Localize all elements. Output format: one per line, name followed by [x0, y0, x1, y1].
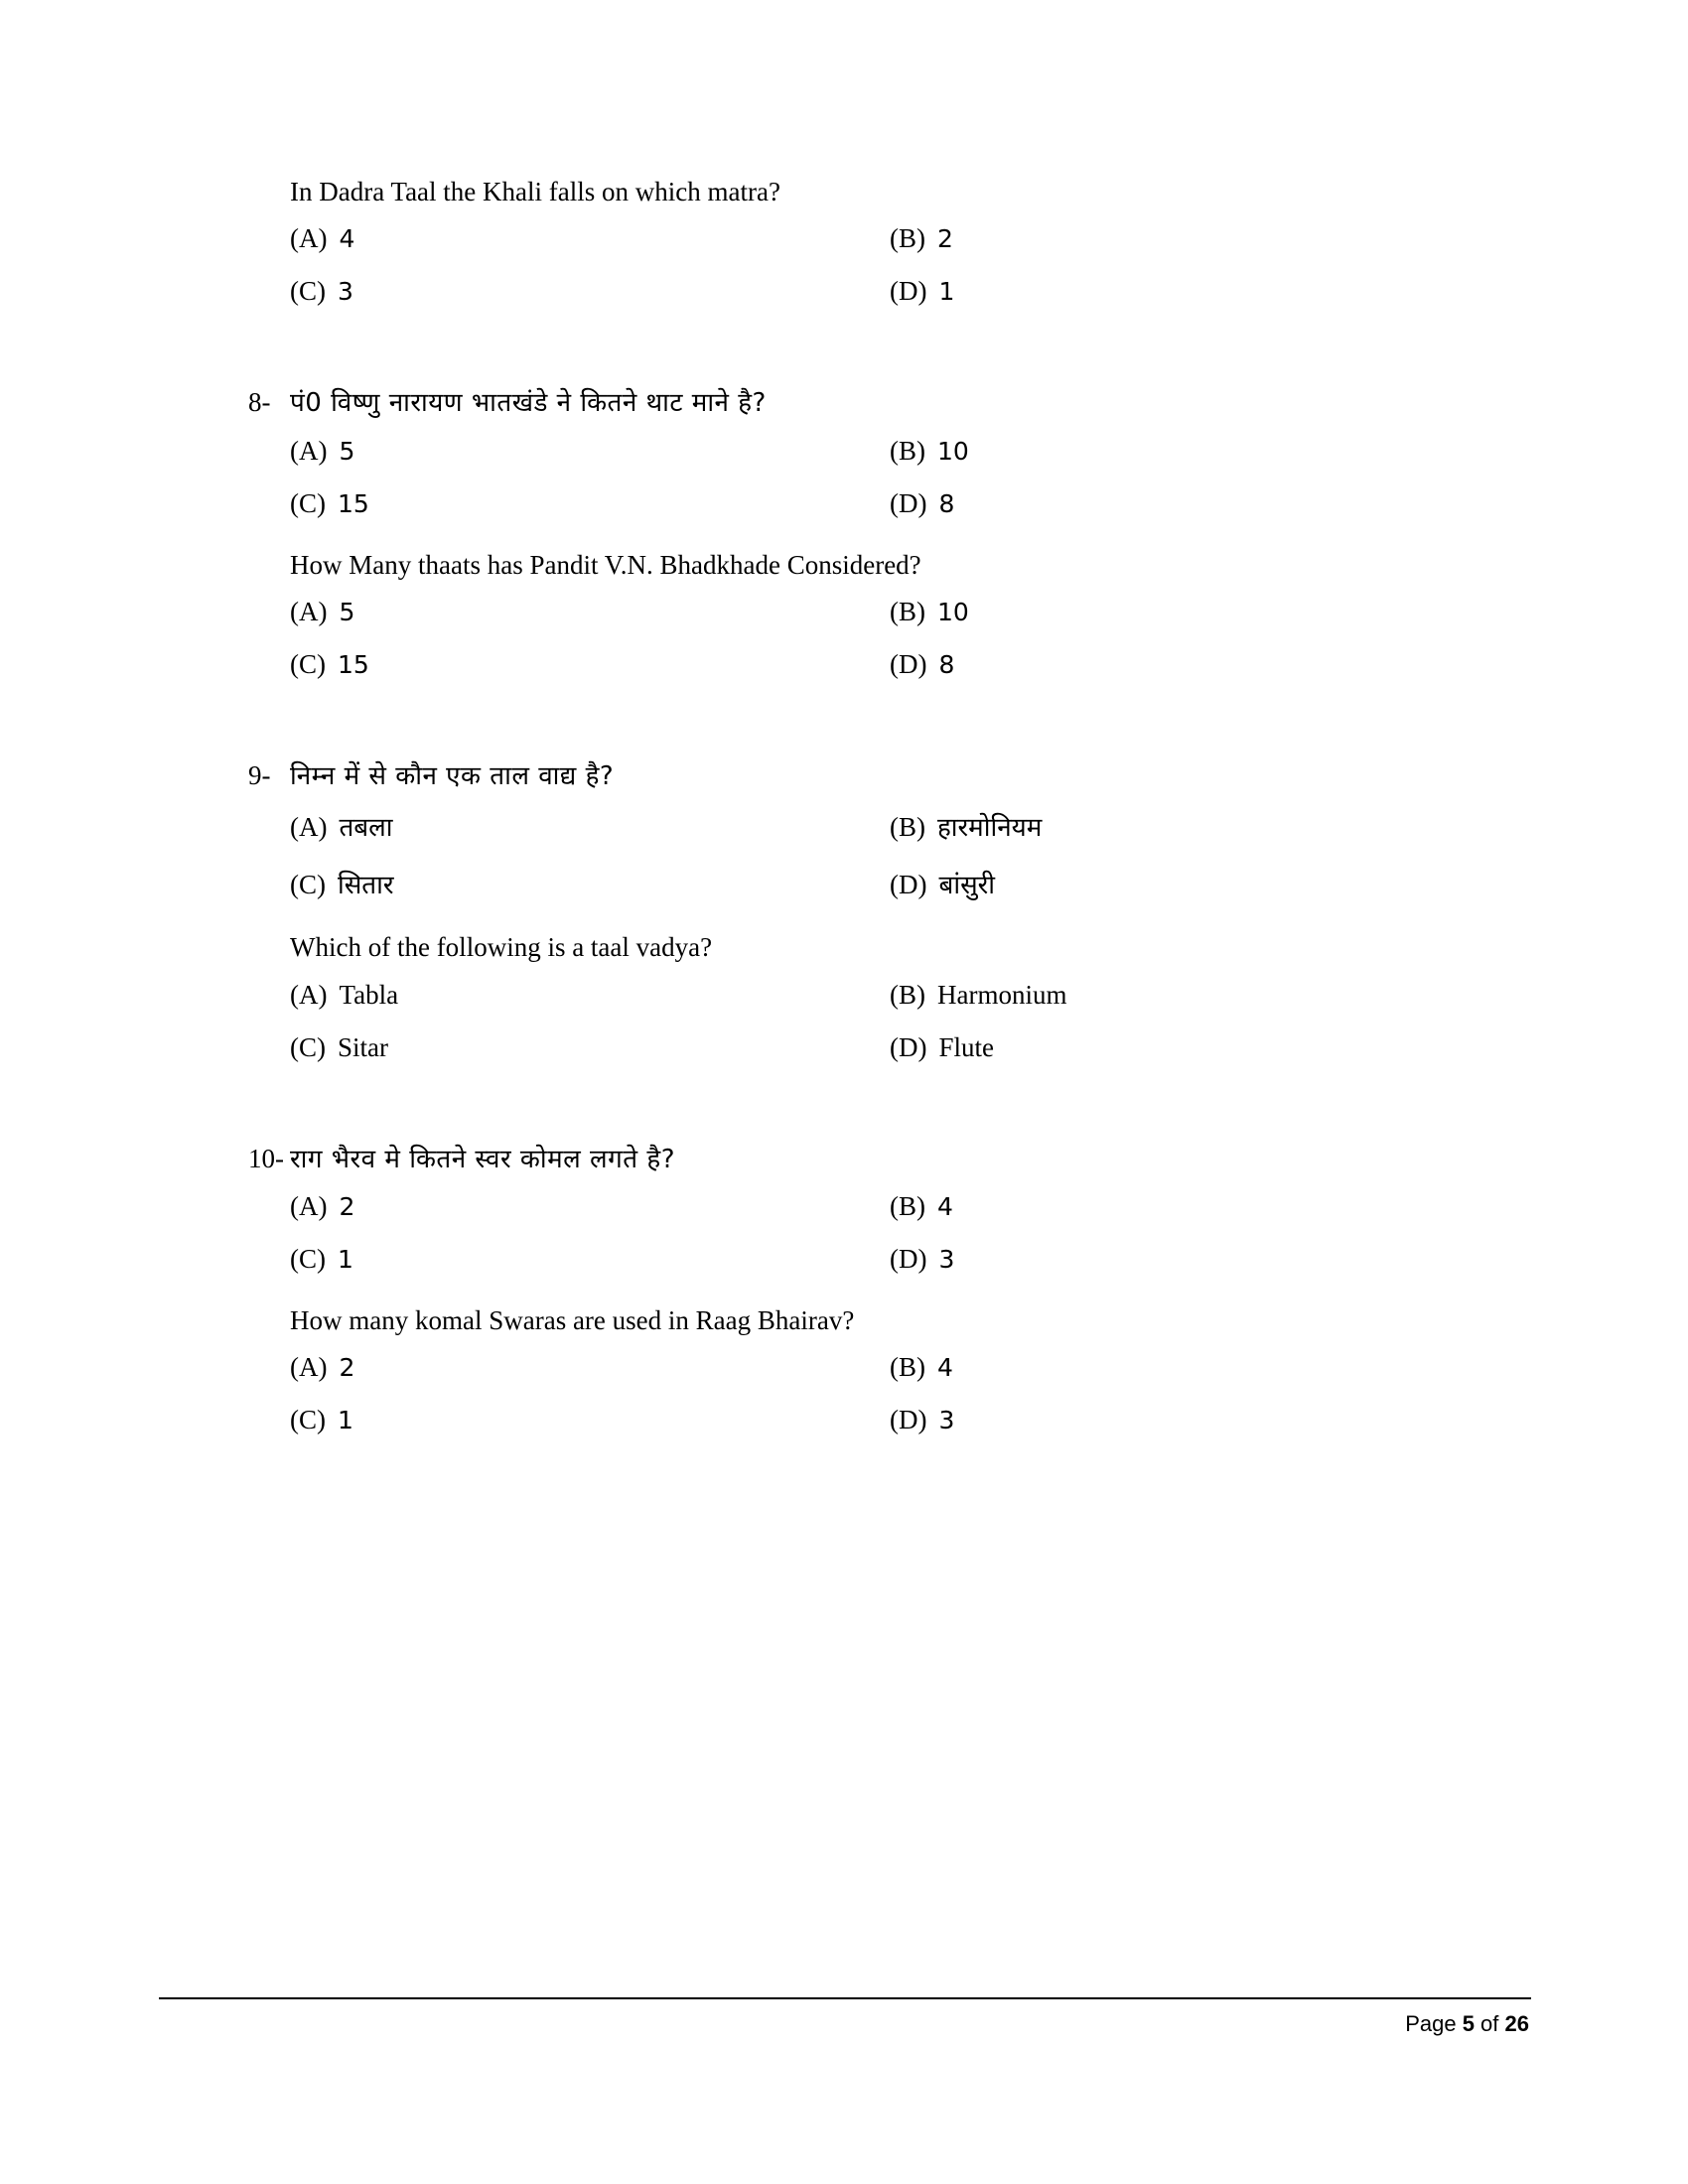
footer-middle: of	[1474, 2011, 1505, 2036]
option-group-hi	[248, 808, 1489, 901]
question-stem-en	[248, 1302, 1489, 1338]
option-d[interactable]	[890, 488, 1489, 519]
option-b[interactable]	[890, 1352, 1489, 1383]
option-label-b: (B)	[890, 1352, 925, 1383]
question-stem-text-en: Which of the following is a taal vadya?	[290, 932, 713, 963]
question-block-dadra	[248, 174, 1489, 307]
option-row	[290, 1032, 1489, 1063]
option-value-a: 2	[339, 1353, 355, 1383]
question-block-8	[248, 384, 1489, 680]
option-label-b: (B)	[890, 223, 925, 254]
option-value-b: 4	[937, 1191, 953, 1221]
option-label-a: (A)	[290, 596, 328, 626]
option-label-b: (B)	[890, 596, 925, 626]
option-row	[290, 649, 1489, 680]
option-label-c: (C)	[290, 487, 326, 518]
option-row	[290, 223, 1489, 254]
option-value-d: 3	[938, 1244, 955, 1274]
option-a[interactable]	[290, 1352, 890, 1383]
option-value-d: 1	[938, 277, 955, 307]
option-b[interactable]	[890, 980, 1489, 1011]
option-label-b: (B)	[890, 812, 925, 843]
footer-total-pages: 26	[1504, 2011, 1529, 2036]
question-number-9: 9-	[248, 759, 271, 790]
option-label-a: (A)	[290, 812, 328, 843]
option-group-en	[248, 597, 1489, 680]
option-b[interactable]	[890, 597, 1489, 627]
option-value-b: 4	[937, 1353, 953, 1383]
option-row	[290, 597, 1489, 627]
option-group-en	[248, 1352, 1489, 1435]
option-value-c: 3	[338, 277, 353, 307]
option-a[interactable]	[290, 597, 890, 627]
option-label-d: (D)	[890, 487, 927, 518]
question-list	[248, 174, 1489, 1435]
option-value-d: 8	[938, 649, 955, 679]
option-c[interactable]	[290, 866, 890, 901]
option-label-d: (D)	[890, 1031, 927, 1062]
option-label-c: (C)	[290, 648, 326, 679]
footer-divider	[159, 1997, 1531, 1999]
option-b[interactable]	[890, 808, 1489, 844]
option-a[interactable]	[290, 980, 890, 1011]
option-label-d: (D)	[890, 870, 927, 900]
option-value-d: 8	[938, 488, 955, 518]
option-row	[290, 488, 1489, 519]
option-row	[290, 436, 1489, 467]
question-number-10: 10-	[248, 1143, 284, 1173]
spacer	[248, 1063, 1489, 1141]
question-stem-en	[248, 547, 1489, 583]
question-stem-text-en: In Dadra Taal the Khali falls on which matra?	[290, 177, 780, 206]
option-group-en	[248, 223, 1489, 307]
option-label-c: (C)	[290, 276, 326, 307]
option-row	[290, 808, 1489, 844]
question-stem-hi	[248, 1141, 1489, 1177]
option-c[interactable]	[290, 649, 890, 680]
option-a[interactable]	[290, 436, 890, 467]
option-value-d: Flute	[938, 1031, 994, 1062]
option-label-d: (D)	[890, 276, 927, 307]
option-value-b: 10	[937, 436, 969, 466]
option-c[interactable]	[290, 1032, 890, 1063]
option-row	[290, 1244, 1489, 1275]
question-stem-text-en: How many komal Swaras are used in Raag Bhairav?	[290, 1304, 855, 1335]
option-d[interactable]	[890, 1405, 1489, 1435]
option-value-a: 2	[339, 1191, 355, 1221]
option-d[interactable]	[890, 649, 1489, 680]
footer-prefix: Page	[1405, 2011, 1463, 2036]
option-label-a: (A)	[290, 979, 328, 1010]
option-label-d: (D)	[890, 648, 927, 679]
question-stem-text-hi: निम्न में से कौन एक ताल वाद्य है?	[290, 760, 615, 791]
option-label-a: (A)	[290, 435, 328, 466]
option-c[interactable]	[290, 1405, 890, 1435]
option-value-c: Sitar	[338, 1031, 388, 1062]
option-value-d: बांसुरी	[938, 871, 996, 901]
option-b[interactable]	[890, 436, 1489, 467]
option-value-b: Harmonium	[937, 979, 1067, 1010]
question-stem-hi	[248, 757, 1489, 794]
option-value-a: 4	[339, 224, 355, 254]
option-row	[290, 1405, 1489, 1435]
option-label-a: (A)	[290, 1352, 328, 1383]
option-label-a: (A)	[290, 1190, 328, 1221]
spacer	[248, 519, 1489, 547]
option-value-c: 1	[338, 1406, 353, 1435]
option-a[interactable]	[290, 808, 890, 844]
option-row	[290, 276, 1489, 307]
option-c[interactable]	[290, 1244, 890, 1275]
question-number-8: 8-	[248, 387, 271, 418]
option-label-d: (D)	[890, 1405, 927, 1435]
option-b[interactable]	[890, 1191, 1489, 1222]
question-stem-text-hi: राग भैरव मे कितने स्वर कोमल लगते है?	[290, 1144, 676, 1174]
option-value-b: हारमोनियम	[937, 813, 1043, 844]
option-d[interactable]	[890, 866, 1489, 901]
option-value-c: 15	[338, 488, 369, 518]
option-group-hi	[248, 1191, 1489, 1275]
option-a[interactable]	[290, 223, 890, 254]
option-label-c: (C)	[290, 870, 326, 900]
option-label-b: (B)	[890, 435, 925, 466]
option-row	[290, 980, 1489, 1011]
option-value-a: तबला	[339, 813, 393, 844]
question-stem-text-en: How Many thaats has Pandit V.N. Bhadkhade Considered?	[290, 549, 921, 580]
option-label-c: (C)	[290, 1405, 326, 1435]
option-label-c: (C)	[290, 1243, 326, 1274]
option-c[interactable]	[290, 488, 890, 519]
option-label-b: (B)	[890, 979, 925, 1010]
option-label-b: (B)	[890, 1190, 925, 1221]
option-value-d: 3	[938, 1406, 955, 1435]
option-a[interactable]	[290, 1191, 890, 1222]
option-c[interactable]	[290, 276, 890, 307]
option-value-a: Tabla	[339, 979, 399, 1010]
option-value-a: 5	[339, 597, 355, 626]
option-b[interactable]	[890, 223, 1489, 254]
question-stem	[248, 174, 1489, 209]
option-label-a: (A)	[290, 223, 328, 254]
option-value-b: 2	[937, 224, 953, 254]
option-d[interactable]	[890, 1244, 1489, 1275]
option-value-c: सितार	[338, 871, 394, 901]
footer-page-number: 5	[1462, 2011, 1475, 2036]
option-label-c: (C)	[290, 1031, 326, 1062]
page-footer	[1405, 2011, 1529, 2037]
option-value-b: 10	[937, 597, 969, 626]
option-d[interactable]	[890, 276, 1489, 307]
option-group-en	[248, 980, 1489, 1063]
option-group-hi	[248, 436, 1489, 519]
spacer	[248, 901, 1489, 929]
question-stem-text-hi: पं0 विष्णु नारायण भातखंडे ने कितने थाट माने है?	[290, 388, 767, 419]
option-value-a: 5	[339, 436, 355, 466]
option-value-c: 15	[338, 649, 369, 679]
spacer	[248, 307, 1489, 384]
option-row	[290, 866, 1489, 901]
option-label-d: (D)	[890, 1243, 927, 1274]
option-value-c: 1	[338, 1244, 353, 1274]
question-stem-hi	[248, 384, 1489, 421]
option-d[interactable]	[890, 1032, 1489, 1063]
question-stem-en	[248, 929, 1489, 965]
option-row	[290, 1352, 1489, 1383]
spacer	[248, 1275, 1489, 1302]
question-block-10	[248, 1141, 1489, 1436]
question-block-9	[248, 757, 1489, 1063]
spacer	[248, 680, 1489, 757]
option-row	[290, 1191, 1489, 1222]
